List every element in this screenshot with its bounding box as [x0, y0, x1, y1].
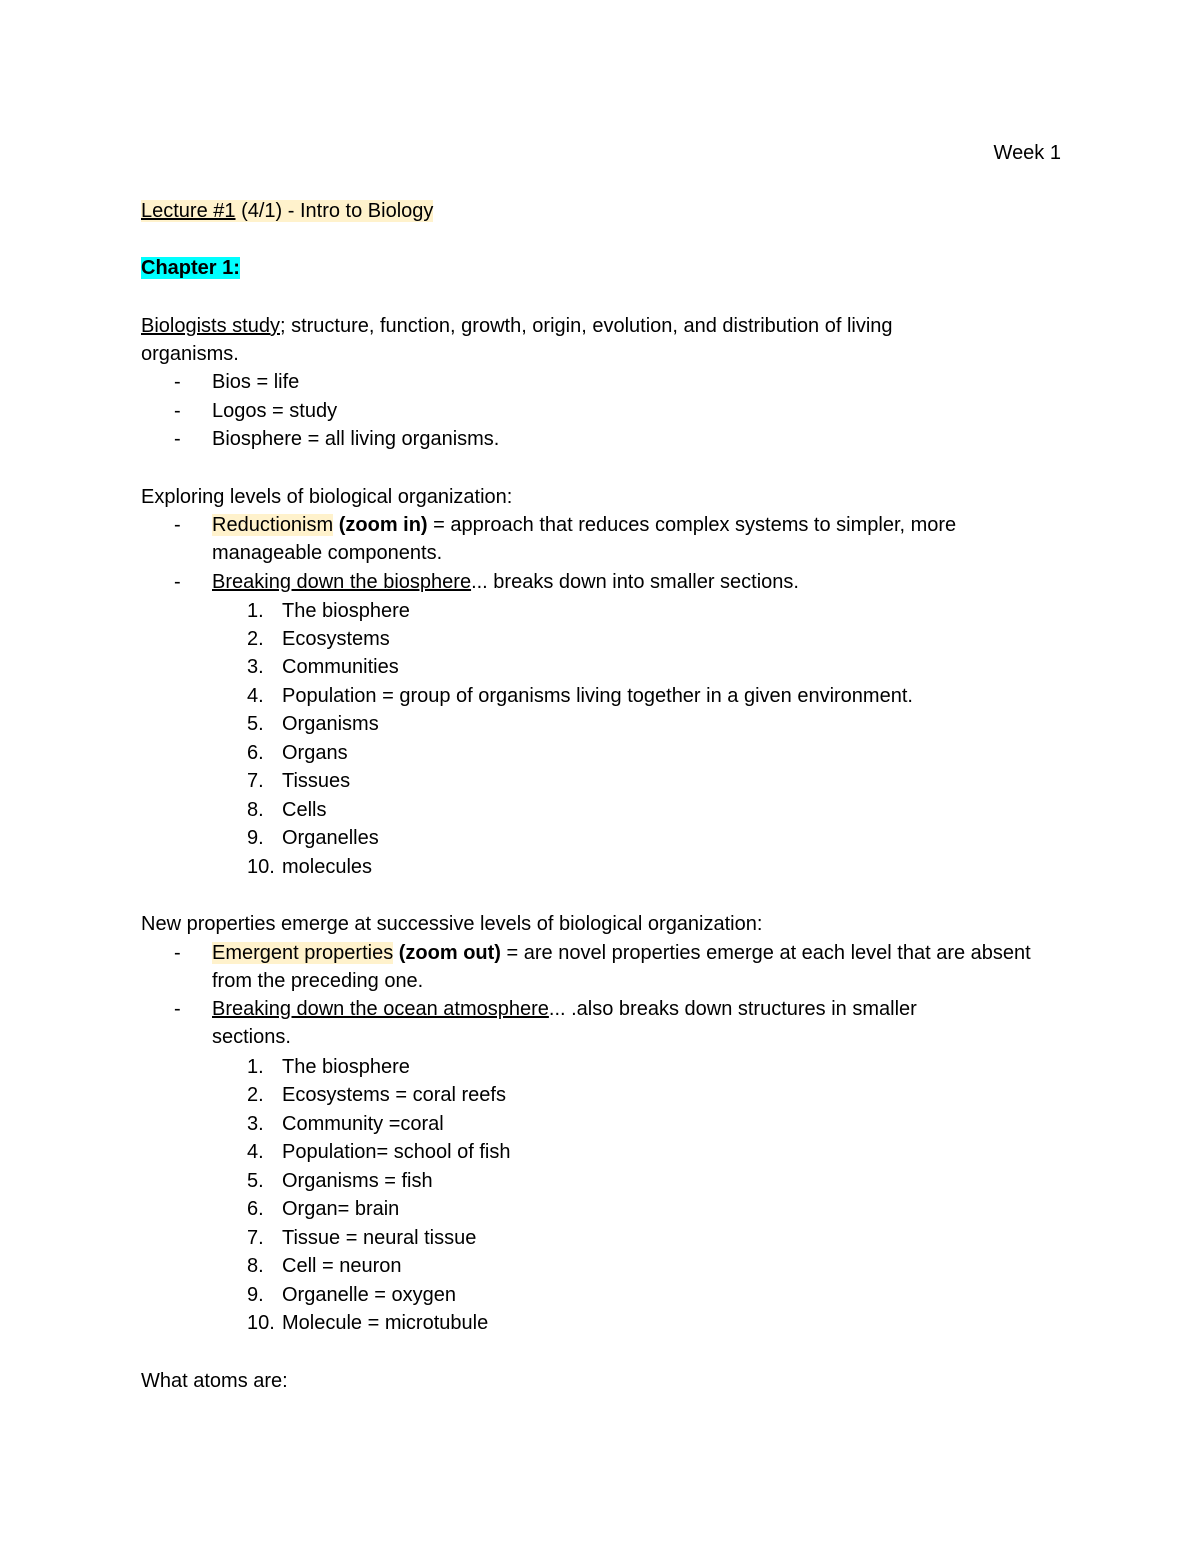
section2-heading: New properties emerge at successive levels of biological organization:: [141, 913, 763, 935]
list-text: Organ= brain: [282, 1198, 400, 1220]
list-text: Tissue = neural tissue: [282, 1227, 477, 1249]
section1-heading: Exploring levels of biological organization:: [141, 486, 513, 508]
list-number: 3.: [247, 1113, 264, 1135]
list-text: Organisms = fish: [282, 1170, 433, 1192]
list-text: The biosphere: [282, 1056, 410, 1078]
list-text: Cells: [282, 799, 327, 821]
list-number: 10.: [247, 1312, 275, 1334]
list-text: Communities: [282, 656, 399, 678]
list-text: Community =coral: [282, 1113, 444, 1135]
emergent-definition: = are novel properties emerge at each level that are absent from the preceding one.: [212, 942, 1031, 993]
section1-bullet-breaking-down: - Breaking down the biosphere... breaks down into smaller sections.: [174, 571, 799, 593]
intro-lead: Biologists study: [141, 315, 280, 337]
list-text: Ecosystems = coral reefs: [282, 1084, 506, 1106]
list-text: Organs: [282, 742, 348, 764]
list-number: 10.: [247, 856, 275, 878]
list-text: Organelles: [282, 827, 379, 849]
reductionism-definition: = approach that reduces complex systems to simpler, more manageable components.: [212, 514, 957, 565]
list-number: 2.: [247, 628, 264, 650]
week-label: Week 1: [993, 142, 1061, 164]
list-text: molecules: [282, 856, 373, 878]
chapter-label: Chapter 1:: [141, 257, 240, 279]
zoom-out-label: (zoom out): [393, 942, 501, 964]
list-number: 1.: [247, 600, 264, 622]
breaking-down-term: Breaking down the biosphere: [212, 571, 472, 593]
reductionism-term: Reductionism: [212, 514, 334, 536]
list-text: Population = group of organisms living together in a given environment.: [282, 685, 913, 707]
lecture-title: [141, 197, 433, 225]
list-number: 7.: [247, 1227, 264, 1249]
section2-bullet-emergent: - Emergent properties (zoom out) = are novel properties emerge at each level that are absent from the preceding one.: [174, 942, 1031, 993]
list-number: 3.: [247, 656, 264, 678]
ocean-breaking-down-term: Breaking down the ocean atmosphere: [212, 998, 549, 1020]
list-text: Organelle = oxygen: [282, 1284, 457, 1306]
list-number: 9.: [247, 1284, 264, 1306]
zoom-in-label: (zoom in): [333, 514, 428, 536]
intro-bullet: - Bios = life: [141, 368, 1061, 396]
intro-bullet-text: Bios = life: [212, 371, 300, 393]
list-number: 7.: [247, 770, 264, 792]
lecture-title-highlight: [141, 200, 433, 222]
list-number: 4.: [247, 1141, 264, 1163]
intro-bullet-text: Logos = study: [212, 400, 338, 422]
lecture-subtitle: (4/1) - Intro to Biology: [235, 200, 434, 222]
list-number: 9.: [247, 827, 264, 849]
breaking-down-rest: ... breaks down into smaller sections.: [471, 571, 799, 593]
list-text: Ecosystems: [282, 628, 390, 650]
list-number: 8.: [247, 799, 264, 821]
list-number: 2.: [247, 1084, 264, 1106]
emergent-term: Emergent properties: [212, 942, 394, 964]
list-text: Organisms: [282, 713, 379, 735]
list-text: The biosphere: [282, 600, 410, 622]
list-number: 6.: [247, 742, 264, 764]
intro-bullet: - Logos = study: [141, 397, 1061, 425]
list-text: Tissues: [282, 770, 351, 792]
chapter-heading: [141, 254, 240, 282]
list-number: 5.: [247, 1170, 264, 1192]
footer-text: What atoms are:: [141, 1370, 288, 1392]
list-text: Cell = neuron: [282, 1255, 402, 1277]
intro-text: ; structure, function, growth, origin, evolution, and distribution of living organisms.: [141, 315, 893, 366]
list-number: 8.: [247, 1255, 264, 1277]
list-number: 4.: [247, 685, 264, 707]
intro-bullet-text: Biosphere = all living organisms.: [212, 428, 500, 450]
list-text: Molecule = microtubule: [282, 1312, 489, 1334]
list-number: 6.: [247, 1198, 264, 1220]
intro-bullet: - Biosphere = all living organisms.: [141, 425, 1061, 453]
section1-bullet-reductionism: - Reductionism (zoom in) = approach that reduces complex systems to simpler, more manageable components.: [174, 514, 957, 565]
list-text: Population= school of fish: [282, 1141, 511, 1163]
list-number: 5.: [247, 713, 264, 735]
lecture-label: Lecture #1: [141, 200, 236, 222]
intro-paragraph: [141, 312, 961, 369]
list-number: 1.: [247, 1056, 264, 1078]
section2-bullet-breaking-down: - Breaking down the ocean atmosphere... .also breaks down structures in smaller sections.: [174, 998, 917, 1049]
ocean-breaking-down-rest: ... .also breaks down structures in smaller sections.: [212, 998, 917, 1049]
